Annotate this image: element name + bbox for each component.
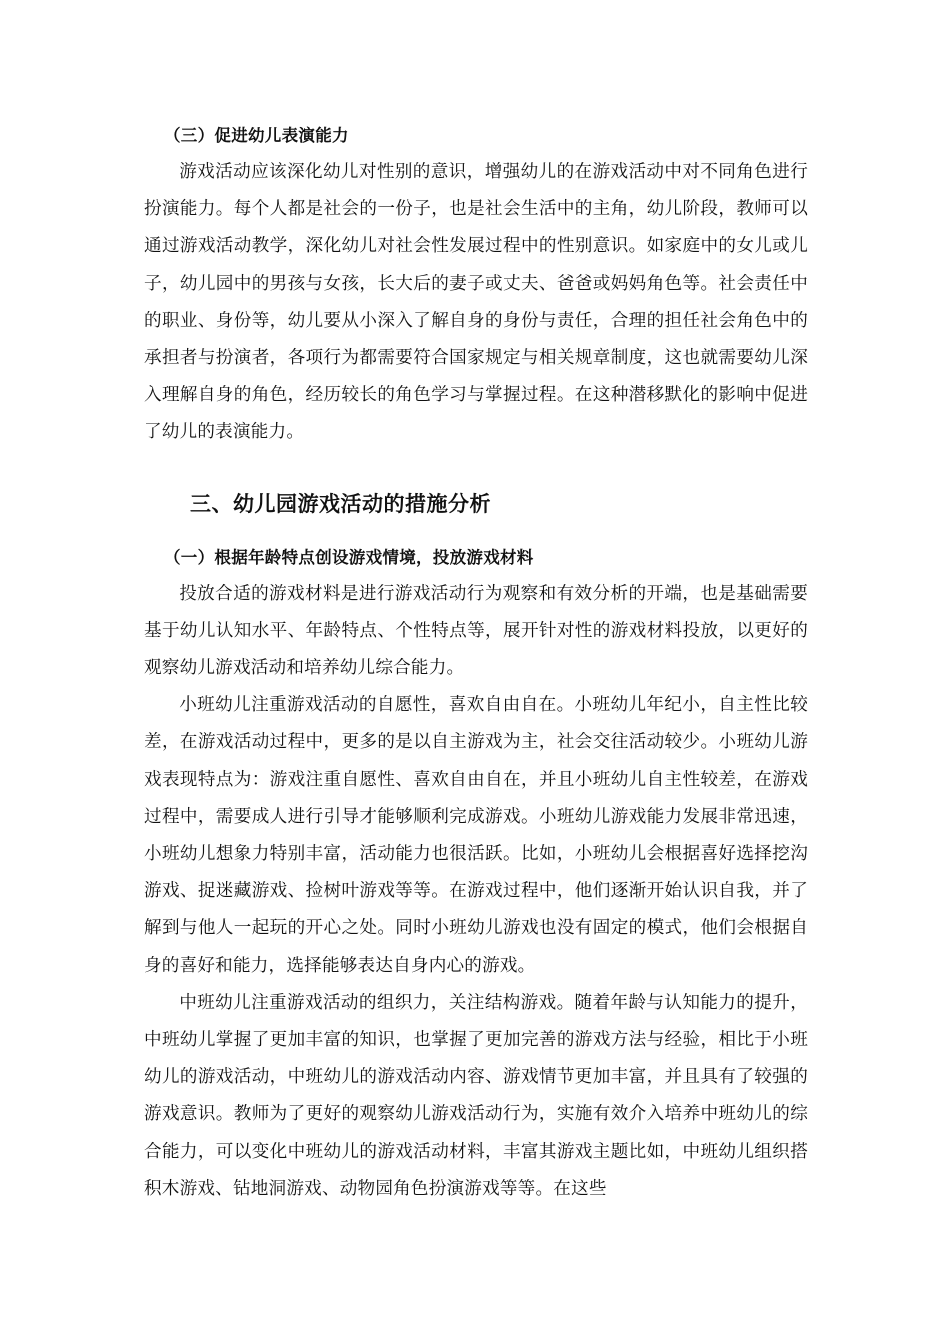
paragraph-small-class: 小班幼儿注重游戏活动的自愿性，喜欢自由自在。小班幼儿年纪小，自主性比较差，在游戏活动过程中，更多的是以自主游戏为主，社会交往活动较少。小班幼儿游戏表现特点为：游戏注重自愿性、喜欢自由自在，并且小班幼儿自主性较差，在游戏过程中，需要成人进行引导才能够顺利完成游戏。小班幼儿游戏能力发展非常迅速，小班幼儿想象力特别丰富，活动能力也很活跃。比如，小班幼儿会根据喜好选择挖沟游戏、捉迷藏游戏、捡树叶游戏等等。在游戏过程中，他们逐渐开始认识自我，并了解到与他人一起玩的开心之处。同时小班幼儿游戏也没有固定的模式，他们会根据自身的喜好和能力，选择能够表达自身内心的游戏。 bbox=[144, 695, 808, 976]
section-heading-measures: 三、幼儿园游戏活动的措施分析 bbox=[190, 491, 491, 516]
paragraph-performance: 游戏活动应该深化幼儿对性别的意识，增强幼儿的在游戏活动中对不同角色进行扮演能力。每个人都是社会的一份子，也是社会生活中的主角，幼儿阶段，教师可以通过游戏活动教学，深化幼儿对社会性发展过程中的性别意识。如家庭中的女儿或儿子，幼儿园中的男孩与女孩，长大后的妻子或丈夫、爸爸或妈妈角色等。社会责任中的职业、身份等，幼儿要从小深入了解自身的身份与责任，合理的担任社会角色中的承担者与扮演者，各项行为都需要符合国家规定与相关规章制度，这也就需要幼儿深入理解自身的角色，经历较长的角色学习与掌握过程。在这种潜移默化的影响中促进了幼儿的表演能力。 bbox=[144, 162, 808, 443]
paragraph-middle-class: 中班幼儿注重游戏活动的组织力，关注结构游戏。随着年龄与认知能力的提升，中班幼儿掌握了更加丰富的知识，也掌握了更加完善的游戏方法与经验，相比于小班幼儿的游戏活动，中班幼儿的游戏活动内容、游戏情节更加丰富，并且具有了较强的游戏意识。教师为了更好的观察幼儿游戏活动行为，实施有效介入培养中班幼儿的综合能力，可以变化中班幼儿的游戏活动材料，丰富其游戏主题比如，中班幼儿组织搭积木游戏、钻地洞游戏、动物园角色扮演游戏等等。在这些 bbox=[144, 992, 808, 1199]
subheading-age-characteristics: （一）根据年龄特点创设游戏情境，投放游戏材料 bbox=[164, 547, 534, 567]
subheading-promote-performance: （三）促进幼儿表演能力 bbox=[164, 126, 349, 145]
document-body bbox=[144, 118, 808, 1208]
paragraph-materials: 投放合适的游戏材料是进行游戏活动行为观察和有效分析的开端，也是基础需要基于幼儿认知水平、年龄特点、个性特点等，展开针对性的游戏材料投放，以更好的观察幼儿游戏活动和培养幼儿综合能力。 bbox=[144, 583, 808, 679]
